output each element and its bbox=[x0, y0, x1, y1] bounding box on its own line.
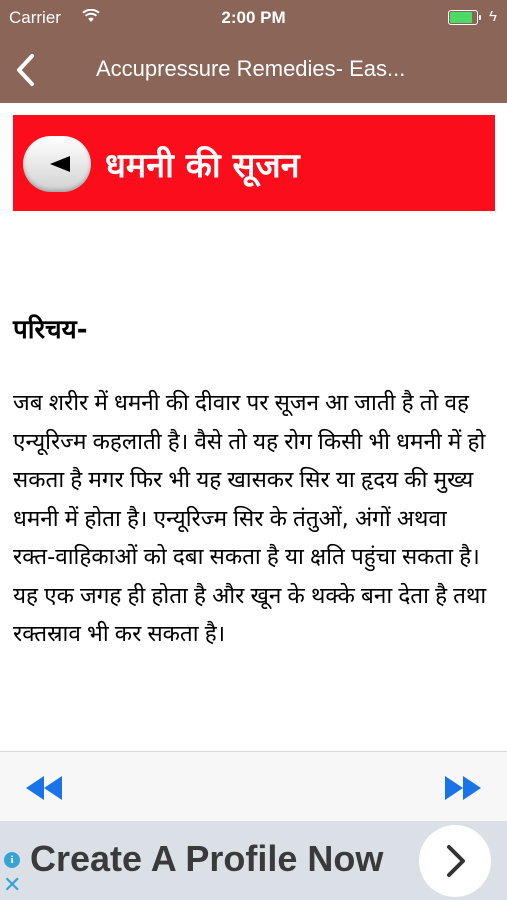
battery-icon bbox=[448, 10, 478, 25]
battery-tip bbox=[479, 15, 481, 20]
article-content bbox=[0, 211, 507, 751]
fast-forward-icon bbox=[443, 774, 483, 802]
ad-arrow-button[interactable] bbox=[419, 825, 491, 897]
article-paragraph: जब शरीर में धमनी की दीवार पर सूजन आ जाती है तो वह एन्यूरिज्म कहलाती है। वैसे तो यह रोग किसी भी धमनी में हो सकता है मगर फिर भी यह खासकर सिर या हृदय की मुख्य धमनी में होता है। एन्यूरिज्म सिर के तंतुओं, अंगों अथवा रक्त-वाहिकाओं को दबा सकता है या क्षति पहुंचा सकता है। यह एक जगह ही होता है और खून के थक्के बना देता है तथा रक्तस्राव भी कर सकता है। bbox=[13, 390, 487, 647]
chevron-right-icon bbox=[443, 843, 469, 879]
rewind-icon bbox=[24, 774, 64, 802]
chevron-left-icon bbox=[12, 52, 40, 88]
ad-close-icon[interactable]: ✕ bbox=[3, 872, 22, 897]
status-bar bbox=[0, 0, 507, 36]
navigation-bar bbox=[0, 36, 507, 103]
speaker-pill-icon bbox=[23, 136, 91, 192]
banner-title: धमनी की सूजन bbox=[105, 146, 300, 186]
previous-button[interactable] bbox=[24, 774, 64, 802]
ad-headline[interactable]: Create A Profile Now bbox=[30, 838, 384, 879]
bottom-toolbar bbox=[0, 751, 507, 821]
top-bar bbox=[0, 0, 507, 103]
ad-banner[interactable] bbox=[0, 821, 507, 900]
carrier-label: Carrier bbox=[9, 8, 61, 27]
charging-icon: ϟ bbox=[489, 8, 497, 25]
triangle-pointer-icon bbox=[49, 153, 71, 175]
nav-title: Accupressure Remedies- Eas... bbox=[96, 56, 406, 81]
status-time: 2:00 PM bbox=[221, 8, 286, 27]
back-button[interactable] bbox=[12, 52, 40, 88]
ad-info-icon[interactable]: i bbox=[4, 852, 20, 868]
section-heading: परिचय- bbox=[13, 315, 88, 345]
topic-banner bbox=[13, 115, 495, 211]
next-button[interactable] bbox=[443, 774, 483, 802]
